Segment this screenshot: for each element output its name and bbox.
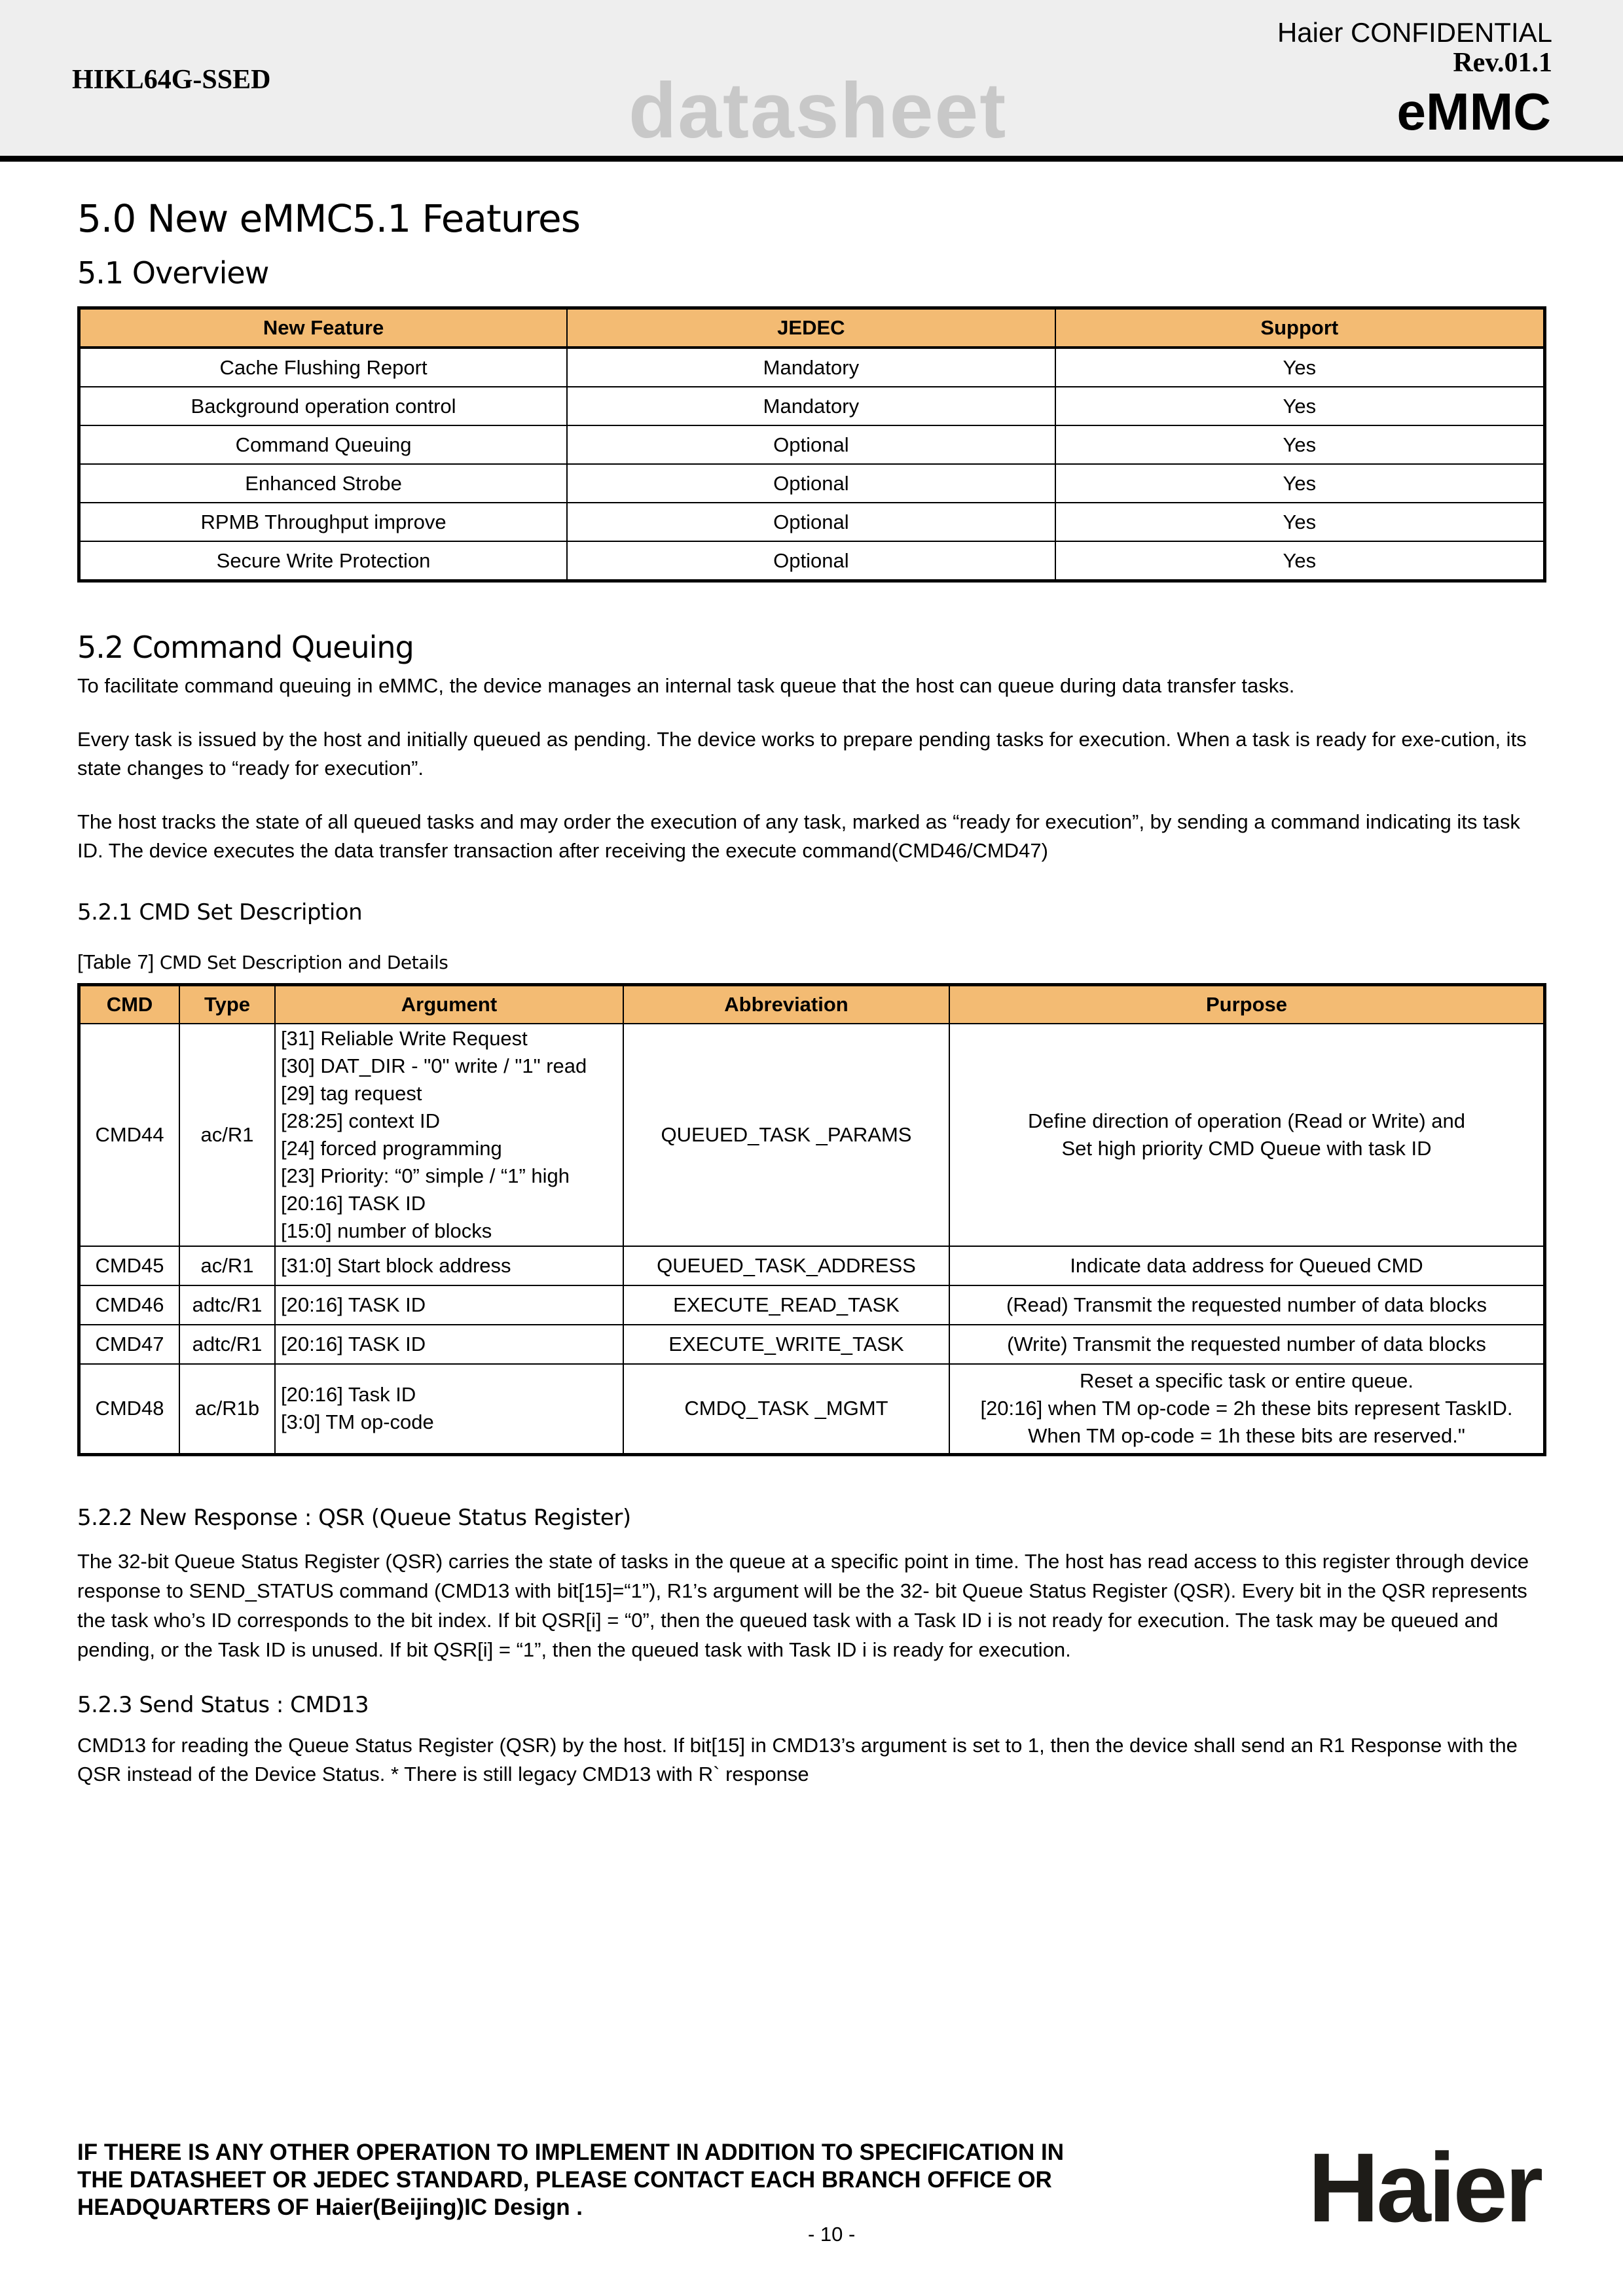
feature-cell: RPMB Throughput improve [79, 503, 568, 541]
table-header-row [79, 985, 1545, 1024]
jedec-cell: Mandatory [567, 348, 1055, 387]
column-header: CMD [79, 985, 180, 1024]
type-cell: adtc/R1 [179, 1285, 275, 1325]
feature-cell: Command Queuing [79, 425, 568, 464]
notice-line: THE DATASHEET OR JEDEC STANDARD, PLEASE CONTACT EACH BRANCH OFFICE OR [77, 2167, 1052, 2193]
type-cell: ac/R1 [179, 1024, 275, 1246]
jedec-cell: Optional [567, 541, 1055, 581]
section-title: 5.0 New eMMC5.1 Features [77, 196, 580, 241]
confidential-label: Haier CONFIDENTIAL [1277, 17, 1552, 48]
argument-line: [30] DAT_DIR - "0" write / "1" read [281, 1054, 587, 1077]
table-row [79, 1246, 1545, 1285]
overview-title: 5.1 Overview [77, 255, 269, 291]
support-cell: Yes [1055, 387, 1545, 425]
support-cell: Yes [1055, 425, 1545, 464]
table-row [79, 1285, 1545, 1325]
table-row [79, 348, 1545, 387]
column-header: Purpose [949, 985, 1545, 1024]
support-cell: Yes [1055, 348, 1545, 387]
paragraph: To facilitate command queuing in eMMC, the device manages an internal task queue that the host can queue during data transfer tasks. [77, 674, 1295, 697]
column-header: New Feature [79, 308, 568, 348]
paragraph: Every task is issued by the host and initially queued as pending. The device works to prepare pending tasks for execution. When a task is ready for exe-cution, its state changes to “ready for execution”. [77, 728, 1527, 780]
jedec-cell: Mandatory [567, 387, 1055, 425]
cmd-set-title: 5.2.1 CMD Set Description [77, 899, 363, 925]
header-divider [0, 156, 1623, 162]
abbreviation-cell: EXECUTE_READ_TASK [623, 1285, 949, 1325]
table-header-row [79, 308, 1545, 348]
argument-cell: [31:0] Start block address [275, 1246, 623, 1285]
table-row [79, 425, 1545, 464]
type-cell: ac/R1 [179, 1246, 275, 1285]
features-table [77, 306, 1546, 583]
purpose-line: When TM op-code = 1h these bits are reserved." [1028, 1424, 1465, 1448]
purpose-line: Set high priority CMD Queue with task ID [1061, 1137, 1432, 1160]
cmd-cell: CMD47 [79, 1325, 180, 1364]
datasheet-watermark: datasheet [629, 67, 1008, 154]
cmd-set-table [77, 983, 1546, 1456]
abbreviation-cell: QUEUED_TASK_ADDRESS [623, 1246, 949, 1285]
feature-cell: Cache Flushing Report [79, 348, 568, 387]
purpose-cell: (Read) Transmit the requested number of data blocks [949, 1285, 1545, 1325]
purpose-line: Reset a specific task or entire queue. [1079, 1369, 1414, 1393]
purpose-cell [949, 1364, 1545, 1454]
type-cell: adtc/R1 [179, 1325, 275, 1364]
paragraph: The host tracks the state of all queued tasks and may order the execution of any task, marked as “ready for execution”, by sending a command indicating its task ID. The device executes the data transfer transaction after receiving the execute command(CMD46/CMD47) [77, 810, 1520, 862]
column-header: JEDEC [567, 308, 1055, 348]
table-row [79, 503, 1545, 541]
model-number: HIKL64G-SSED [72, 65, 271, 95]
table-row [79, 1325, 1545, 1364]
argument-cell: [20:16] TASK ID [275, 1325, 623, 1364]
page-number: - 10 - [808, 2223, 856, 2246]
feature-cell: Enhanced Strobe [79, 464, 568, 503]
table-row [79, 541, 1545, 581]
revision-label: Rev.01.1 [1453, 48, 1552, 78]
table-row [79, 464, 1545, 503]
feature-cell: Background operation control [79, 387, 568, 425]
command-queuing-title: 5.2 Command Queuing [77, 630, 414, 665]
purpose-cell: Indicate data address for Queued CMD [949, 1246, 1545, 1285]
argument-cell [275, 1364, 623, 1454]
support-cell: Yes [1055, 541, 1545, 581]
notice-line: HEADQUARTERS OF Haier(Beijing)IC Design . [77, 2195, 583, 2220]
jedec-cell: Optional [567, 503, 1055, 541]
argument-line: [3:0] TM op-code [281, 1410, 434, 1434]
argument-line: [20:16] Task ID [281, 1383, 416, 1407]
argument-line: [24] forced programming [281, 1137, 502, 1160]
table-row [79, 387, 1545, 425]
cmd-cell: CMD44 [79, 1024, 180, 1246]
cmd-cell: CMD48 [79, 1364, 180, 1454]
footer-notice [77, 2139, 1064, 2221]
page-content [77, 190, 1546, 1814]
argument-cell [275, 1024, 623, 1246]
column-header: Type [179, 985, 275, 1024]
page-header [0, 0, 1623, 157]
abbreviation-cell: QUEUED_TASK _PARAMS [623, 1024, 949, 1246]
purpose-cell [949, 1024, 1545, 1246]
abbreviation-cell: CMDQ_TASK _MGMT [623, 1364, 949, 1454]
qsr-paragraph: The 32-bit Queue Status Register (QSR) carries the state of tasks in the queue at a specific point in time. The host has read access to this register through device response to SEND_STATUS command (CMD13 with bit[15]=“1”), R1’s argument will be the 32- bit Queue Status Register (QSR). Every bit in the QSR represents the task who’s ID corresponds to the bit index. If bit QSR[i] = “0”, then the queued task with a Task ID i is not ready for execution. The task may be queued and pending, or the Task ID is unused. If bit QSR[i] = “1”, then the queued task with Task ID i is ready for execution. [77, 1549, 1529, 1661]
column-header: Abbreviation [623, 985, 949, 1024]
feature-cell: Secure Write Protection [79, 541, 568, 581]
qsr-title: 5.2.2 New Response : QSR (Queue Status Register) [77, 1504, 631, 1531]
column-header: Support [1055, 308, 1545, 348]
table-row [79, 1024, 1545, 1246]
notice-line: IF THERE IS ANY OTHER OPERATION TO IMPLEMENT IN ADDITION TO SPECIFICATION IN [77, 2140, 1065, 2165]
table-caption [77, 950, 1546, 974]
caption-text: CMD Set Description and Details [159, 952, 448, 973]
argument-cell: [20:16] TASK ID [275, 1285, 623, 1325]
table-row [79, 1364, 1545, 1454]
support-cell: Yes [1055, 464, 1545, 503]
cmd-cell: CMD45 [79, 1246, 180, 1285]
cmd-cell: CMD46 [79, 1285, 180, 1325]
jedec-cell: Optional [567, 425, 1055, 464]
send-status-title: 5.2.3 Send Status : CMD13 [77, 1691, 369, 1718]
purpose-line: Define direction of operation (Read or Write) and [1028, 1109, 1465, 1132]
haier-logo: Haier [1308, 2132, 1541, 2242]
type-cell: ac/R1b [179, 1364, 275, 1454]
jedec-cell: Optional [567, 464, 1055, 503]
abbreviation-cell: EXECUTE_WRITE_TASK [623, 1325, 949, 1364]
send-status-paragraph: CMD13 for reading the Queue Status Register (QSR) by the host. If bit[15] in CMD13’s argument is set to 1, then the device shall send an R1 Response with the QSR instead of the Device Status. * There is still legacy CMD13 with R` response [77, 1733, 1518, 1785]
column-header: Argument [275, 985, 623, 1024]
argument-line: [31] Reliable Write Request [281, 1027, 528, 1050]
argument-line: [20:16] TASK ID [281, 1192, 426, 1215]
argument-line: [23] Priority: “0” simple / “1” high [281, 1164, 570, 1187]
purpose-line: [20:16] when TM op-code = 2h these bits represent TaskID. [980, 1397, 1513, 1420]
purpose-cell: (Write) Transmit the requested number of data blocks [949, 1325, 1545, 1364]
product-label: eMMC [1396, 82, 1551, 141]
support-cell: Yes [1055, 503, 1545, 541]
argument-line: [29] tag request [281, 1082, 422, 1105]
caption-label: [Table 7] [77, 950, 155, 973]
argument-line: [28:25] context ID [281, 1109, 440, 1132]
argument-line: [15:0] number of blocks [281, 1219, 492, 1242]
